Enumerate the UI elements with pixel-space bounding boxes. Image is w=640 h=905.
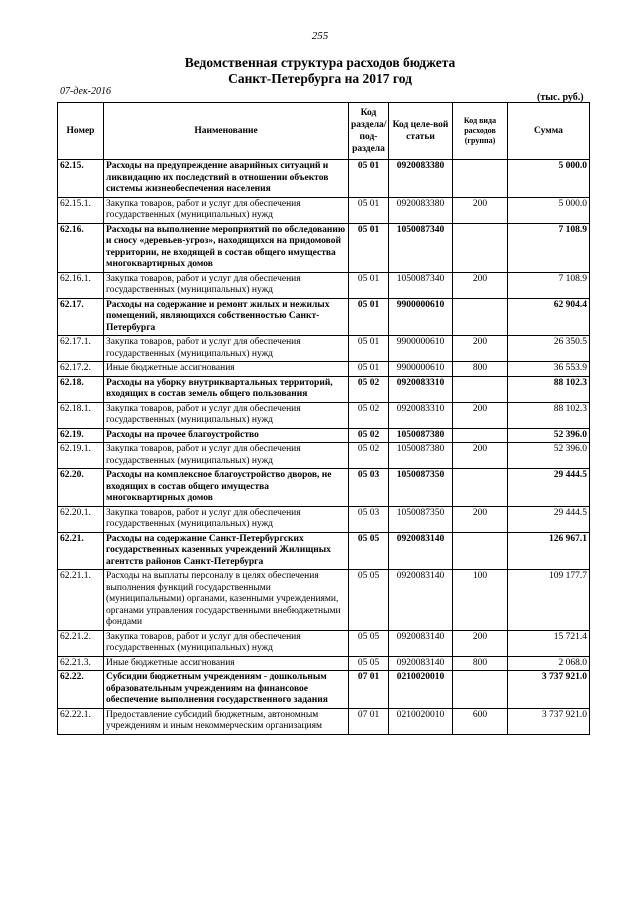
cell-number: 62.20.1.: [58, 506, 104, 532]
cell-article: 9900000610: [389, 298, 453, 336]
cell-sum: 3 737 921.0: [508, 671, 590, 709]
cell-number: 62.21.1.: [58, 570, 104, 631]
cell-number: 62.22.: [58, 671, 104, 709]
cell-sum: 29 444.5: [508, 469, 590, 507]
table-row: [58, 160, 590, 198]
table-row: [58, 298, 590, 336]
header-article: Код целе-вой статьи: [389, 103, 453, 160]
cell-number: 62.16.1.: [58, 272, 104, 298]
cell-name: Расходы на содержание Санкт-Петербургских государственных казенных учреждений Жилищных агентств районов Санкт-Петербурга: [104, 532, 349, 570]
cell-group: 800: [453, 362, 508, 377]
budget-table: [57, 102, 590, 735]
table-row: [58, 506, 590, 532]
table-row: [58, 362, 590, 377]
cell-number: 62.18.: [58, 376, 104, 402]
cell-section: 05 02: [349, 443, 389, 469]
table-row: [58, 428, 590, 443]
cell-section: 05 01: [349, 298, 389, 336]
cell-section: 05 02: [349, 428, 389, 443]
cell-article: 1050087340: [389, 272, 453, 298]
cell-group: 200: [453, 272, 508, 298]
cell-sum: 36 553.9: [508, 362, 590, 377]
cell-number: 62.18.1.: [58, 402, 104, 428]
cell-group: [453, 223, 508, 272]
table-row: [58, 532, 590, 570]
cell-group: 200: [453, 197, 508, 223]
header-group: Код вида расходов (группа): [453, 103, 508, 160]
cell-sum: 88 102.3: [508, 402, 590, 428]
cell-article: 1050087380: [389, 443, 453, 469]
page-number: 255: [311, 30, 329, 42]
cell-article: 0920083310: [389, 402, 453, 428]
currency-units: (тыс. руб.): [537, 92, 584, 103]
cell-section: 05 01: [349, 223, 389, 272]
table-row: [58, 708, 590, 734]
cell-section: 05 05: [349, 656, 389, 671]
cell-sum: 5 000.0: [508, 197, 590, 223]
cell-article: 0920083140: [389, 630, 453, 656]
cell-group: [453, 671, 508, 709]
cell-section: 05 02: [349, 376, 389, 402]
cell-article: 0920083380: [389, 160, 453, 198]
cell-section: 07 01: [349, 671, 389, 709]
title-line-2: Санкт-Петербурга на 2017 год: [228, 71, 412, 86]
title-line-1: Ведомственная структура расходов бюджета: [184, 55, 456, 70]
cell-name: Закупка товаров, работ и услуг для обеспечения государственных (муниципальных) нужд: [104, 443, 349, 469]
cell-section: 05 05: [349, 630, 389, 656]
cell-group: 800: [453, 656, 508, 671]
cell-group: [453, 428, 508, 443]
cell-article: 1050087350: [389, 469, 453, 507]
header-name: Наименование: [104, 103, 349, 160]
cell-article: 0210020010: [389, 708, 453, 734]
cell-name: Субсидии бюджетным учреждениям - дошкольным образовательным учреждениям на финансовое обеспечение выполнения государственного задания: [104, 671, 349, 709]
table-row: [58, 197, 590, 223]
cell-article: 0920083140: [389, 532, 453, 570]
cell-article: 9900000610: [389, 336, 453, 362]
cell-number: 62.15.1.: [58, 197, 104, 223]
cell-article: 0920083310: [389, 376, 453, 402]
table-row: [58, 336, 590, 362]
cell-name: Расходы на содержание и ремонт жилых и нежилых помещений, являющихся собственностью Санкт-Петербурга: [104, 298, 349, 336]
cell-group: [453, 160, 508, 198]
cell-name: Иные бюджетные ассигнования: [104, 656, 349, 671]
cell-section: 05 03: [349, 506, 389, 532]
cell-section: 07 01: [349, 708, 389, 734]
cell-name: Расходы на комплексное благоустройство дворов, не входящих в состав общего имущества многоквартирных домов: [104, 469, 349, 507]
cell-article: 0210020010: [389, 671, 453, 709]
cell-section: 05 01: [349, 272, 389, 298]
cell-name: Расходы на выплаты персоналу в целях обеспечения выполнения функций государственными (муниципальными) органами, казенными учреждениями, органами управления государственными внебюджетными фондами: [104, 570, 349, 631]
cell-group: 100: [453, 570, 508, 631]
cell-name: Предоставление субсидий бюджетным, автономным учреждениям и иным некоммерческим организациям: [104, 708, 349, 734]
cell-group: 200: [453, 443, 508, 469]
cell-number: 62.19.: [58, 428, 104, 443]
cell-section: 05 01: [349, 362, 389, 377]
cell-group: 200: [453, 506, 508, 532]
cell-group: [453, 532, 508, 570]
cell-name: Закупка товаров, работ и услуг для обеспечения государственных (муниципальных) нужд: [104, 197, 349, 223]
cell-sum: 7 108.9: [508, 223, 590, 272]
cell-number: 62.17.2.: [58, 362, 104, 377]
cell-sum: 52 396.0: [508, 428, 590, 443]
cell-sum: 5 000.0: [508, 160, 590, 198]
cell-sum: 109 177.7: [508, 570, 590, 631]
table-row: [58, 570, 590, 631]
header-number: Номер: [58, 103, 104, 160]
cell-article: 9900000610: [389, 362, 453, 377]
cell-sum: 3 737 921.0: [508, 708, 590, 734]
table-row: [58, 376, 590, 402]
cell-name: Закупка товаров, работ и услуг для обеспечения государственных (муниципальных) нужд: [104, 506, 349, 532]
cell-section: 05 01: [349, 336, 389, 362]
cell-name: Закупка товаров, работ и услуг для обеспечения государственных (муниципальных) нужд: [104, 630, 349, 656]
cell-group: [453, 469, 508, 507]
cell-section: 05 01: [349, 160, 389, 198]
cell-group: 200: [453, 336, 508, 362]
cell-sum: 2 068.0: [508, 656, 590, 671]
table-row: [58, 630, 590, 656]
header-section: Код раздела/ под-раздела: [349, 103, 389, 160]
cell-number: 62.20.: [58, 469, 104, 507]
cell-number: 62.15.: [58, 160, 104, 198]
cell-name: Закупка товаров, работ и услуг для обеспечения государственных (муниципальных) нужд: [104, 336, 349, 362]
table-row: [58, 223, 590, 272]
cell-number: 62.17.: [58, 298, 104, 336]
table-row: [58, 656, 590, 671]
cell-article: 1050087350: [389, 506, 453, 532]
cell-section: 05 02: [349, 402, 389, 428]
cell-article: 0920083380: [389, 197, 453, 223]
cell-name: Иные бюджетные ассигнования: [104, 362, 349, 377]
header-sum: Сумма: [508, 103, 590, 160]
cell-section: 05 05: [349, 570, 389, 631]
cell-group: [453, 298, 508, 336]
cell-name: Закупка товаров, работ и услуг для обеспечения государственных (муниципальных) нужд: [104, 402, 349, 428]
cell-article: 1050087380: [389, 428, 453, 443]
cell-sum: 88 102.3: [508, 376, 590, 402]
cell-group: 200: [453, 630, 508, 656]
cell-number: 62.17.1.: [58, 336, 104, 362]
cell-name: Расходы на предупреждение аварийных ситуаций и ликвидацию их последствий в отношении объектов системы жизнеобеспечения населения: [104, 160, 349, 198]
cell-number: 62.19.1.: [58, 443, 104, 469]
table-row: [58, 469, 590, 507]
cell-group: 600: [453, 708, 508, 734]
cell-name: Расходы на уборку внутриквартальных территорий, входящих в состав земель общего пользования: [104, 376, 349, 402]
cell-group: [453, 376, 508, 402]
cell-section: 05 05: [349, 532, 389, 570]
document-date: 07-дек-2016: [60, 86, 111, 97]
cell-number: 62.21.2.: [58, 630, 104, 656]
cell-sum: 29 444.5: [508, 506, 590, 532]
cell-section: 05 01: [349, 197, 389, 223]
cell-number: 62.21.3.: [58, 656, 104, 671]
cell-name: Расходы на прочее благоустройство: [104, 428, 349, 443]
cell-name: Закупка товаров, работ и услуг для обеспечения государственных (муниципальных) нужд: [104, 272, 349, 298]
cell-section: 05 03: [349, 469, 389, 507]
cell-number: 62.16.: [58, 223, 104, 272]
cell-sum: 52 396.0: [508, 443, 590, 469]
document-title: [0, 55, 640, 87]
table-row: [58, 671, 590, 709]
table-row: [58, 272, 590, 298]
cell-sum: 126 967.1: [508, 532, 590, 570]
cell-name: Расходы на выполнение мероприятий по обследованию и сносу «деревьев-угроз», находящихся на придомовой территории, не входящей в состав общего имущества многоквартирных домов: [104, 223, 349, 272]
cell-article: 1050087340: [389, 223, 453, 272]
cell-article: 0920083140: [389, 656, 453, 671]
cell-article: 0920083140: [389, 570, 453, 631]
cell-sum: 62 904.4: [508, 298, 590, 336]
table-header-row: [58, 103, 590, 160]
cell-group: 200: [453, 402, 508, 428]
cell-sum: 7 108.9: [508, 272, 590, 298]
cell-sum: 26 350.5: [508, 336, 590, 362]
table-row: [58, 443, 590, 469]
cell-number: 62.22.1.: [58, 708, 104, 734]
cell-sum: 15 721.4: [508, 630, 590, 656]
cell-number: 62.21.: [58, 532, 104, 570]
table-row: [58, 402, 590, 428]
